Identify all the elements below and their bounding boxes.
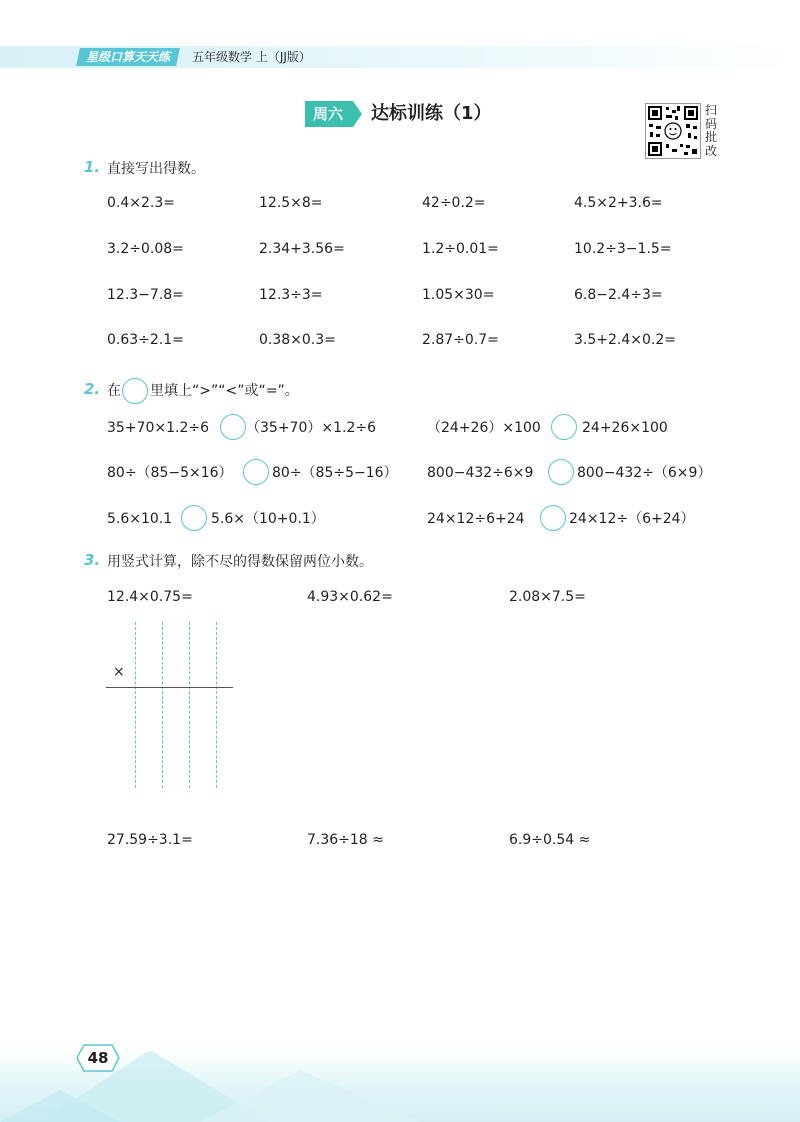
- compare-circle[interactable]: [548, 459, 574, 485]
- q1-text: 直接写出得数。: [107, 161, 205, 177]
- page-title: [305, 101, 492, 127]
- compare-circle[interactable]: [220, 414, 246, 440]
- q3-number: 3.: [84, 551, 101, 569]
- compare-circle[interactable]: [551, 414, 577, 440]
- q2-number: 2.: [84, 380, 101, 398]
- q2-left-expr: （24+26）×100: [427, 420, 541, 436]
- q2-right-expr: 24×12÷（6+24）: [569, 511, 695, 527]
- q2-left-expr: 80÷（85−5×16）: [107, 465, 233, 481]
- q2-left-expr: 24×12÷6+24: [427, 511, 525, 527]
- q1-item: 0.63÷2.1=: [107, 332, 184, 348]
- q3-item: 12.4×0.75=: [107, 589, 193, 605]
- q3-item: 6.9÷0.54 ≈: [509, 832, 591, 848]
- qr-code-icon[interactable]: [645, 103, 701, 159]
- page-number: 48: [87, 1049, 109, 1067]
- q2-text-after: 里填上“>”“<”或“=”。: [150, 383, 299, 399]
- q2-right-expr: 5.6×（10+0.1）: [211, 511, 325, 527]
- q3-item: 4.93×0.62=: [307, 589, 393, 605]
- q1-item: 2.87÷0.7=: [422, 332, 499, 348]
- q1-item: 1.2÷0.01=: [422, 241, 499, 257]
- q2-text-before: 在: [107, 383, 121, 399]
- q1-item: 0.38×0.3=: [259, 332, 336, 348]
- q3-item: 2.08×7.5=: [509, 589, 586, 605]
- day-tag: 周六: [305, 101, 353, 127]
- q1-item: 12.3÷3=: [259, 287, 323, 303]
- result-line: [106, 687, 233, 688]
- q1-item: 10.2÷3−1.5=: [574, 241, 672, 257]
- footer-band: [0, 1050, 800, 1122]
- brand-label: 星级口算天天练: [76, 48, 180, 66]
- q1-item: 0.4×2.3=: [107, 195, 175, 211]
- q2-right-expr: （35+70）×1.2÷6: [246, 420, 376, 436]
- q1-item: 12.3−7.8=: [107, 287, 184, 303]
- q1-item: 3.2÷0.08=: [107, 241, 184, 257]
- qr-caption: 扫 码 批 改: [704, 103, 717, 158]
- title-text: 达标训练（1）: [371, 103, 492, 124]
- q1-item: 3.5+2.4×0.2=: [574, 332, 676, 348]
- q2-right-expr: 24+26×100: [582, 420, 668, 436]
- sample-circle: [122, 378, 148, 404]
- q3-item: 7.36÷18 ≈: [307, 832, 384, 848]
- compare-circle[interactable]: [243, 459, 269, 485]
- q1-item: 12.5×8=: [259, 195, 323, 211]
- compare-circle[interactable]: [181, 505, 207, 531]
- q1-item: 1.05×30=: [422, 287, 495, 303]
- q1-item: 42÷0.2=: [422, 195, 486, 211]
- guide-line: [216, 622, 217, 788]
- q1-item: 6.8−2.4÷3=: [574, 287, 663, 303]
- q2-right-expr: 80÷（85÷5−16）: [272, 465, 398, 481]
- q1-item: 2.34+3.56=: [259, 241, 345, 257]
- book-title: 五年级数学 上（JJ版）: [192, 50, 311, 64]
- times-sign: ×: [113, 664, 125, 680]
- q2-left-expr: 35+70×1.2÷6: [107, 420, 209, 436]
- compare-circle[interactable]: [540, 505, 566, 531]
- q1-item: 4.5×2+3.6=: [574, 195, 663, 211]
- q2-left-expr: 800−432÷6×9: [427, 465, 534, 481]
- q3-text: 用竖式计算，除不尽的得数保留两位小数。: [107, 554, 373, 570]
- guide-line: [189, 622, 190, 788]
- q2-right-expr: 800−432÷（6×9）: [577, 465, 712, 481]
- q3-item: 27.59÷3.1=: [107, 832, 193, 848]
- guide-line: [162, 622, 163, 788]
- q1-number: 1.: [84, 158, 101, 176]
- q2-left-expr: 5.6×10.1: [107, 511, 173, 527]
- guide-line: [135, 622, 136, 788]
